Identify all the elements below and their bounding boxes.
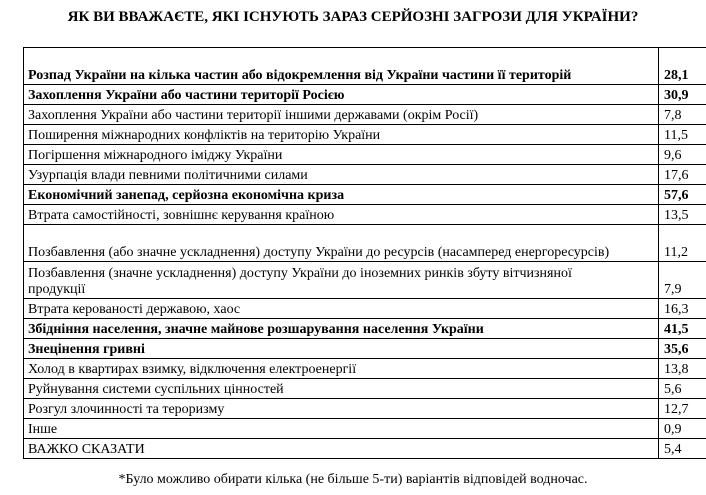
row-value: 30,9 <box>659 85 706 105</box>
table-row <box>24 85 706 105</box>
row-label: Інше <box>24 419 659 439</box>
table-row <box>24 262 706 299</box>
table-row <box>24 165 706 185</box>
row-value: 11,2 <box>659 225 706 262</box>
row-value: 12,7 <box>659 399 706 419</box>
table-row <box>24 105 706 125</box>
row-label: Втрата самостійності, зовнішнє керування країною <box>24 205 659 225</box>
survey-table <box>23 47 706 459</box>
row-label: Розгул злочинності та тероризму <box>24 399 659 419</box>
row-value: 7,9 <box>659 262 706 299</box>
row-label: Позбавлення (або значне ускладнення) доступу України до ресурсів (насамперед енергоресурсів) <box>24 225 659 262</box>
table-row <box>24 145 706 165</box>
table-row <box>24 419 706 439</box>
row-label: Руйнування системи суспільних цінностей <box>24 379 659 399</box>
row-value: 16,3 <box>659 299 706 319</box>
row-value: 5,4 <box>659 439 706 459</box>
table-row <box>24 359 706 379</box>
row-value: 28,1 <box>659 48 706 85</box>
row-label: Економічний занепад, серйозна економічна криза <box>24 185 659 205</box>
row-value: 57,6 <box>659 185 706 205</box>
row-value: 17,6 <box>659 165 706 185</box>
row-label: Втрата керованості державою, хаос <box>24 299 659 319</box>
row-value: 9,6 <box>659 145 706 165</box>
row-label: Знецінення гривні <box>24 339 659 359</box>
row-value: 7,8 <box>659 105 706 125</box>
footnote: *Було можливо обирати кілька (не більше 5-ти) варіантів відповідей водночас. <box>118 472 588 487</box>
row-value: 13,8 <box>659 359 706 379</box>
row-value: 35,6 <box>659 339 706 359</box>
row-label: Захоплення України або частини території Росією <box>24 85 659 105</box>
row-label: Позбавлення (значне ускладнення) доступу України до іноземних ринків збуту вітчизняної продукції <box>24 262 659 299</box>
row-value: 0,9 <box>659 419 706 439</box>
row-label: Збідніння населення, значне майнове розшарування населення України <box>24 319 659 339</box>
row-label: Захоплення України або частини території іншими державами (окрім Росії) <box>24 105 659 125</box>
row-label: Холод в квартирах взимку, відключення електроенергії <box>24 359 659 379</box>
row-label: Узурпація влади певними політичними силами <box>24 165 659 185</box>
table-row <box>24 225 706 262</box>
table-row <box>24 185 706 205</box>
row-label: Погіршення міжнародного іміджу України <box>24 145 659 165</box>
table-row <box>24 48 706 85</box>
table-row <box>24 439 706 459</box>
table-row <box>24 319 706 339</box>
table-row <box>24 205 706 225</box>
row-label: Поширення міжнародних конфліктів на територію України <box>24 125 659 145</box>
table-row <box>24 339 706 359</box>
table-row <box>24 379 706 399</box>
row-label: Розпад України на кілька частин або відокремлення від України частини її територій <box>24 48 659 85</box>
row-value: 5,6 <box>659 379 706 399</box>
table-row <box>24 125 706 145</box>
table-row <box>24 399 706 419</box>
row-label: ВАЖКО СКАЗАТИ <box>24 439 659 459</box>
table-row <box>24 299 706 319</box>
row-value: 13,5 <box>659 205 706 225</box>
row-value: 11,5 <box>659 125 706 145</box>
page-title: ЯК ВИ ВВАЖАЄТЕ, ЯКІ ІСНУЮТЬ ЗАРАЗ СЕРЙОЗНІ ЗАГРОЗИ ДЛЯ УКРАЇНИ? <box>67 9 639 25</box>
row-value: 41,5 <box>659 319 706 339</box>
